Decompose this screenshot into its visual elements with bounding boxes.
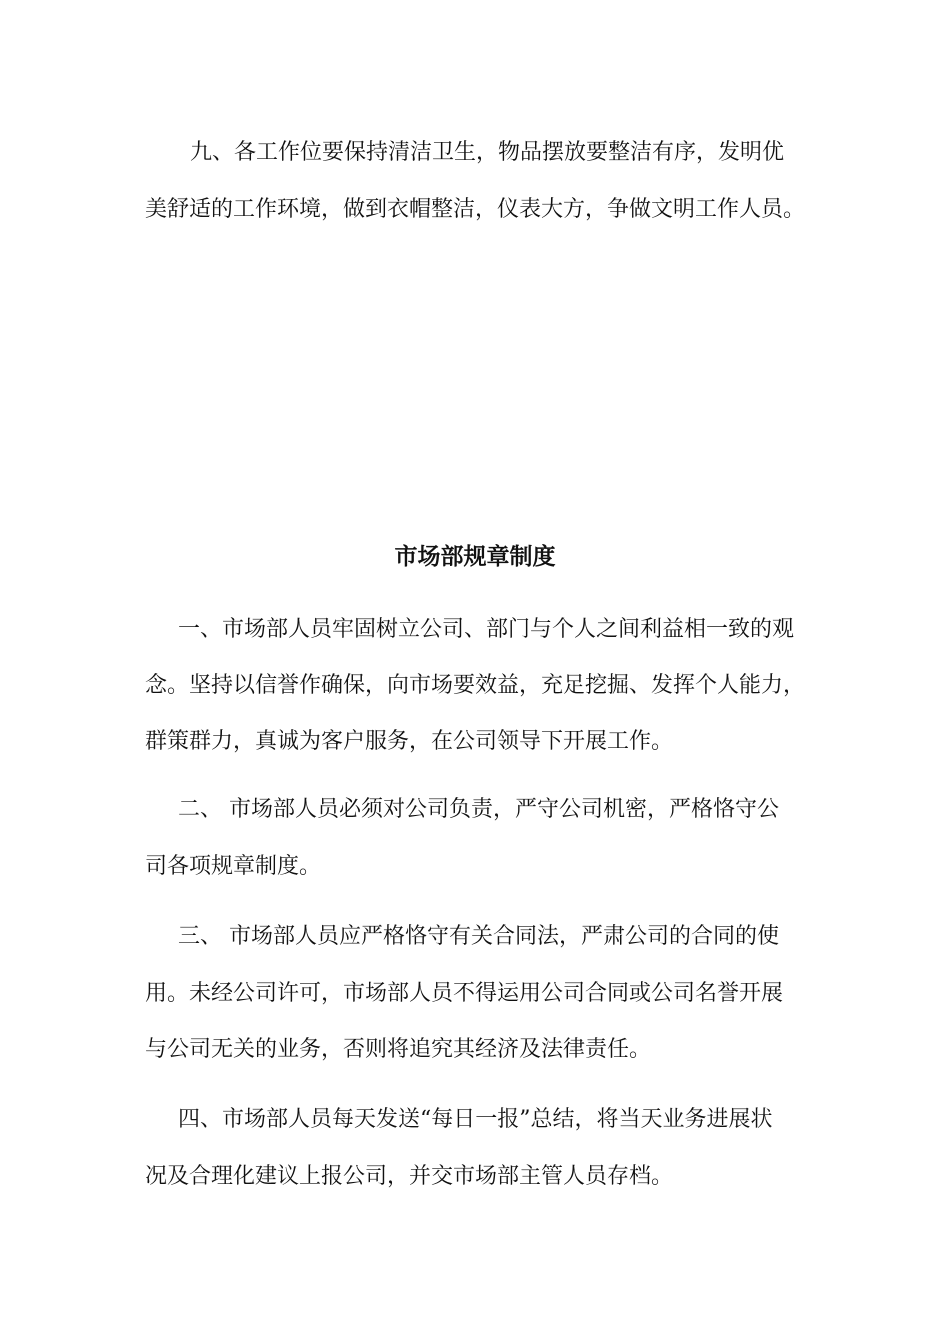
item2-line-2: 司各项规章制度。: [145, 854, 322, 879]
item2-line-1: 二、 市场部人员必须对公司负责，严守公司机密，严格恪守公: [178, 797, 779, 822]
item9-line-2: 美舒适的工作环境，做到衣帽整洁，仪表大方，争做文明工作人员。: [145, 197, 806, 222]
item3-line-1: 三、 市场部人员应严格恪守有关合同法，严肃公司的合同的使: [178, 924, 779, 949]
item4-line-1: 四、市场部人员每天发送“每日一报”总结，将当天业务进展状: [178, 1107, 773, 1132]
item9-line-1: 九、各工作位要保持清洁卫生，物品摆放要整洁有序，发明优: [190, 140, 785, 165]
item3-line-3: 与公司无关的业务，否则将追究其经济及法律责任。: [145, 1037, 652, 1062]
item1-line-3: 群策群力，真诚为客户服务，在公司领导下开展工作。: [145, 729, 674, 754]
item4-line-2: 况及合理化建议上报公司，并交市场部主管人员存档。: [145, 1164, 674, 1189]
item1-line-1: 一、市场部人员牢固树立公司、部门与个人之间利益相一致的观: [178, 617, 795, 642]
item1-line-2: 念。坚持以信誉作确保，向市场要效益，充足挖掘、发挥个人能力，: [145, 673, 806, 698]
item3-line-2: 用。未经公司许可，市场部人员不得运用公司合同或公司名誉开展: [145, 981, 784, 1006]
page-title: 市场部规章制度: [394, 544, 556, 570]
